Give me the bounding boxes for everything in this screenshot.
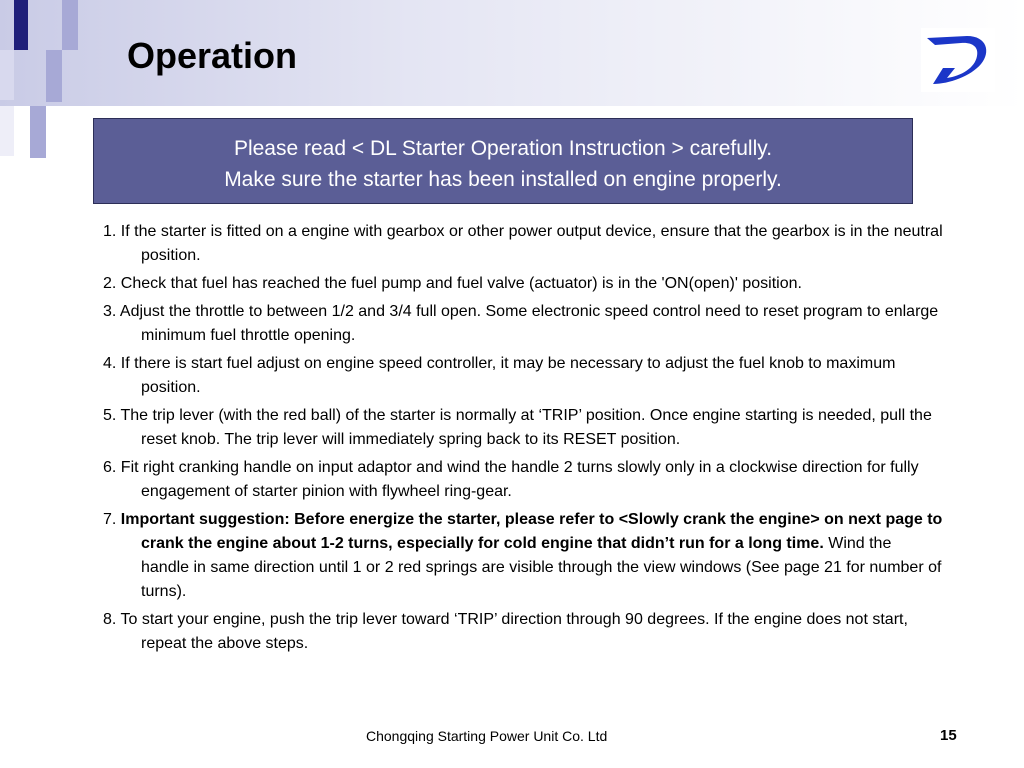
footer-company: Chongqing Starting Power Unit Co. Ltd [366, 728, 608, 744]
list-item [103, 352, 943, 400]
step-text: Check that fuel has reached the fuel pump and fuel valve (actuator) is in the 'ON(open)' position. [120, 275, 802, 292]
step-number: 7. [103, 511, 117, 528]
list-item [103, 508, 943, 604]
decor-square [30, 106, 46, 158]
operation-steps-list [103, 220, 943, 660]
step-number: 5. [103, 407, 117, 424]
list-item [103, 456, 943, 504]
step-number: 3. [103, 303, 117, 320]
notice-box [93, 118, 913, 204]
decor-square [0, 106, 14, 156]
notice-line-1: Please read < DL Starter Operation Instruction > carefully. [233, 137, 773, 160]
step-number: 2. [103, 275, 117, 292]
company-logo-icon [921, 28, 995, 92]
step-number: 4. [103, 355, 117, 372]
decor-square [62, 0, 78, 50]
list-item [103, 608, 943, 656]
step-text: Wind the handle in same direction until 1 or 2 red springs are visible through the view windows (See page 21 for number of turns). [141, 535, 942, 600]
decor-square [14, 0, 28, 50]
notice-line-2: Make sure the starter has been installed on engine properly. [224, 168, 782, 191]
step-number: 6. [103, 459, 117, 476]
list-item [103, 272, 943, 296]
step-important-text: Important suggestion: Before energize the starter, please refer to <Slowly crank the engine> on next page to crank the engine about 1-2 turns, especially for cold engine that didn’t run for a long time. [120, 511, 943, 552]
step-text: If there is start fuel adjust on engine speed controller, it may be necessary to adjust the fuel knob to maximum position. [120, 355, 896, 396]
company-logo [921, 28, 995, 92]
decor-square [0, 50, 14, 100]
step-text: Fit right cranking handle on input adaptor and wind the handle 2 turns slowly only in a clockwise direction for fully engagement of starter pinion with flywheel ring-gear. [120, 459, 919, 500]
list-item [103, 404, 943, 452]
step-number: 1. [103, 223, 117, 240]
page-number: 15 [940, 727, 957, 744]
step-number: 8. [103, 611, 117, 628]
list-item [103, 300, 943, 348]
page-title: Operation [127, 35, 298, 76]
step-text: If the starter is fitted on a engine with gearbox or other power output device, ensure that the gearbox is in the neutral position. [120, 223, 943, 264]
step-text: To start your engine, push the trip lever toward ‘TRIP’ direction through 90 degrees. If the engine does not start, repeat the above steps. [120, 611, 908, 652]
step-text: The trip lever (with the red ball) of the starter is normally at ‘TRIP’ position. Once engine starting is needed, pull the reset knob. The trip lever will immediately spring back to its RESET position. [120, 407, 932, 448]
list-item [103, 220, 943, 268]
decor-square [46, 50, 62, 102]
step-text: Adjust the throttle to between 1/2 and 3/4 full open. Some electronic speed control need to reset program to enlarge minimum fuel throttle opening. [119, 303, 939, 344]
